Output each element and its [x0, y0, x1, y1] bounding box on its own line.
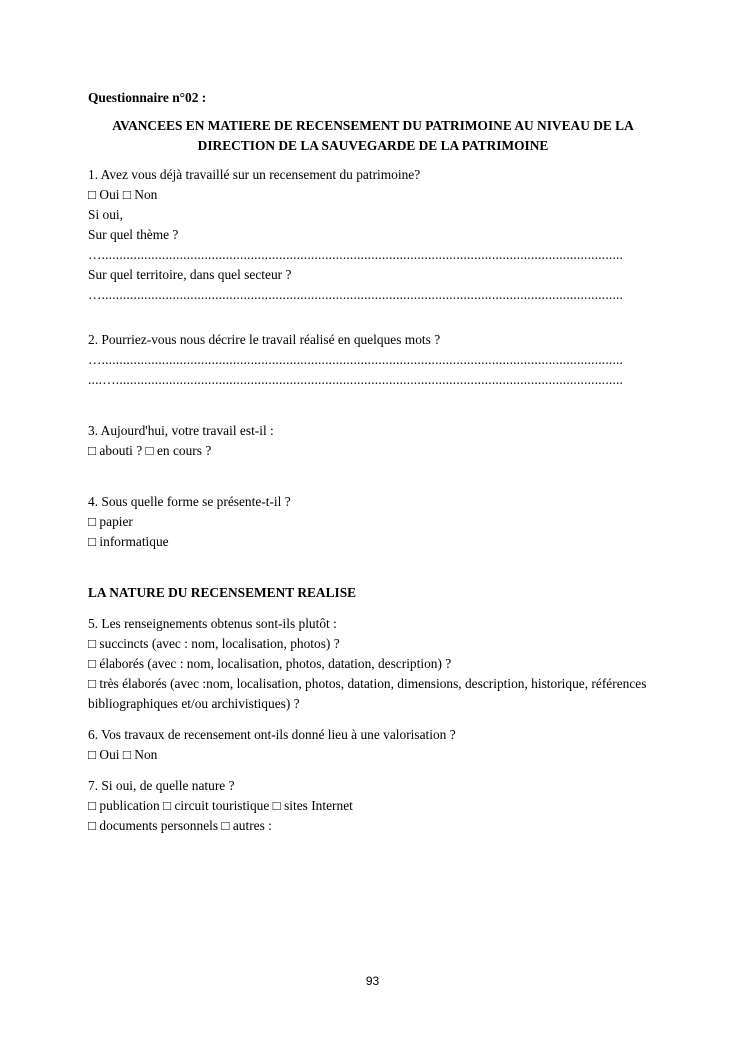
question-5-option-elaborate[interactable]: □ élaborés (avec : nom, localisation, photos, datation, description) ? [88, 656, 452, 671]
question-4 [88, 492, 658, 552]
page-number: 93 [365, 974, 380, 988]
question-1-text: 1. Avez vous déjà travaillé sur un recensement du patrimoine? [88, 167, 421, 182]
question-4-option-digital[interactable]: □ informatique [88, 534, 169, 549]
question-7-text: 7. Si oui, de quelle nature ? [88, 778, 235, 793]
question-4-option-paper[interactable]: □ papier [88, 514, 133, 529]
question-2 [88, 330, 658, 390]
question-7-options-row-2[interactable]: □ documents personnels □ autres : [88, 818, 272, 833]
question-6 [88, 725, 658, 765]
question-3-options[interactable]: □ abouti ? □ en cours ? [88, 443, 212, 458]
question-1-if-yes: Si oui, [88, 207, 123, 222]
question-7 [88, 776, 658, 836]
question-2-text: 2. Pourriez-vous nous décrire le travail réalisé en quelques mots ? [88, 332, 441, 347]
question-1-territory-answer-line[interactable]: …................................................................................................................................................... [88, 287, 624, 302]
questionnaire-label: Questionnaire n°02 : [88, 90, 207, 105]
question-5 [88, 614, 658, 714]
question-4-text: 4. Sous quelle forme se présente-t-il ? [88, 494, 291, 509]
question-7-options-row-1[interactable]: □ publication □ circuit touristique □ sites Internet [88, 798, 353, 813]
question-1-theme-answer-line[interactable]: …................................................................................................................................................... [88, 247, 624, 262]
question-5-text: 5. Les renseignements obtenus sont-ils plutôt : [88, 616, 337, 631]
question-3-text: 3. Aujourd'hui, votre travail est-il : [88, 423, 274, 438]
question-5-option-succinct[interactable]: □ succincts (avec : nom, localisation, photos) ? [88, 636, 340, 651]
document-title: AVANCEES EN MATIERE DE RECENSEMENT DU PATRIMOINE AU NIVEAU DE LA DIRECTION DE LA SAUVEGARDE DE LA PATRIMOINE [112, 118, 634, 153]
question-1-theme-prompt: Sur quel thème ? [88, 227, 179, 242]
question-1 [88, 165, 658, 305]
question-3 [88, 421, 658, 461]
question-1-territory-prompt: Sur quel territoire, dans quel secteur ? [88, 267, 292, 282]
question-2-answer-line-2[interactable]: ....…............................................................................................................................................... [88, 372, 624, 387]
question-5-option-very-elaborate[interactable]: □ très élaborés (avec :nom, localisation, photos, datation, dimensions, description, historique, références bibliographiques et/ou archivistiques) ? [88, 676, 647, 711]
document-page [88, 88, 658, 836]
question-6-text: 6. Vos travaux de recensement ont-ils donné lieu à une valorisation ? [88, 727, 456, 742]
question-1-options[interactable]: □ Oui □ Non [88, 187, 158, 202]
section-title: LA NATURE DU RECENSEMENT REALISE [88, 585, 357, 600]
question-2-answer-line-1[interactable]: …................................................................................................................................................... [88, 352, 624, 367]
question-6-options[interactable]: □ Oui □ Non [88, 747, 158, 762]
